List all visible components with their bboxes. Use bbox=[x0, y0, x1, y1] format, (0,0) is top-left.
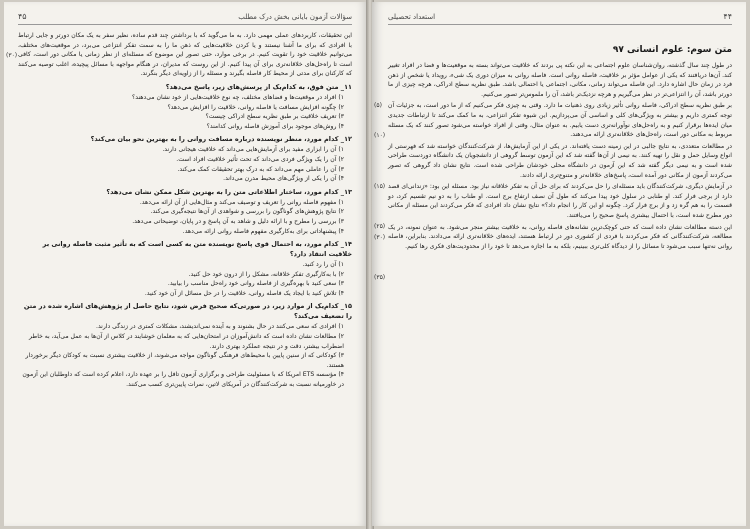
q11-option-3: ۳) تعریف خلاقیت بر طبق نظریه سطح ادراکی چیست؟ bbox=[205, 113, 344, 121]
left-page bbox=[4, 2, 368, 526]
right-paragraph-1-text: در طول چند سال گذشته، روان‌شناسان علوم اجتماعی به این نکته پی بردند که خلاقیت می‌تواند بسته به موقعیت‌ها و فضا در افراد تغییر کند. آن‌ها دریافتند که یکی از عوامل مؤثر بر خلاقیت، فاصله روانی است. فاصله روانی به میزان دوری یک شیء، رویداد یا شخص از ذهن فرد در زمان حال اشاره دارد. این فاصله می‌تواند زمانی، مکانی، اجتماعی یا احتمالی باشد. طبق نظریه سطح ادراکی، هرچه چیزی از ما دورتر باشد، آن را انتزاعی‌تر در نظر می‌گیریم و هرچه نزدیک‌تر باشد، آن را ملموس‌تر تصور می‌کنیم. bbox=[388, 62, 732, 98]
left-page-header bbox=[18, 12, 352, 25]
line-number: (۱۰) bbox=[374, 132, 386, 140]
question-12: ۱۲_ کدام مورد، منظر نویسنده درباره مسافت روانی را به بهترین نحو بیان می‌کند؟ bbox=[90, 135, 352, 144]
right-paragraph-2-text: بر طبق نظریه سطح ادراکی، فاصله روانی تأثیر زیادی روی ذهنیات ما دارد. وقتی به چیزی فکر می‌کنیم که از ما دور است، به جزئیات آن توجه کمتری داریم و بیشتر به ویژگی‌های کلی و اساسی آن می‌پردازیم. این شیوه تفکر انتزاعی، به ما کمک می‌کند تا ارتباطات جدیدی میان ایده‌ها برقرار کنیم و به راه‌حل‌های نوآورانه‌تری دست یابیم. به عنوان مثال، وقتی از افراد خواسته می‌شود تصور کنند که یک مسئله مربوط به مکانی دور است، راه‌حل‌های خلاقانه‌تری ارائه می‌دهند. bbox=[388, 102, 732, 139]
right-paragraph-5-text: این دسته مطالعات نشان داده است که حتی کوچک‌ترین نشانه‌های فاصله روانی، به خلاقیت بیشتر منجر می‌شود. به عنوان نمونه، در یک مطالعه، شرکت‌کنندگانی که فکر می‌کردند با فردی از کشوری دور در ارتباط هستند، ایده‌های خلاقانه‌تری ارائه می‌دادند. بنابراین، فاصله روانی نه‌تنها سبب می‌شود تا مسائل را از دیدگاه کلی‌تری ببینیم، بلکه به ما اجازه می‌دهد تا خود را از محدودیت‌های فکری رها کنیم. bbox=[388, 223, 732, 250]
line-number: (۱۵) bbox=[374, 182, 386, 190]
line-number: (۳۰) bbox=[374, 233, 386, 241]
q14-option-3: ۳) سعی کنید با بهره‌گیری از فاصله روانی خود راه‌حل مناسب را بیابید. bbox=[167, 280, 344, 288]
right-page-header-title: استعداد تحصیلی bbox=[388, 12, 436, 21]
question-13: ۱۳_ کدام مورد، ساختار اطلاعاتی متن را به بهترین شکل ممکن نشان می‌دهد؟ bbox=[106, 187, 352, 196]
q13-option-2: ۲) نتایج پژوهش‌های گوناگون را بررسی و شواهدی از آن‌ها نتیجه‌گیری می‌کند. bbox=[150, 208, 344, 216]
right-page-header bbox=[388, 12, 732, 25]
right-page-number: ۴۴ bbox=[723, 12, 732, 21]
line-number: (۳۰) bbox=[6, 52, 18, 59]
q13-option-3: ۳) بررسی را مطرح و با ارائه دلیل و شاهد به آن پاسخ و در پایان، توضیحاتی می‌دهد. bbox=[132, 217, 344, 225]
right-paragraph-1 bbox=[374, 61, 732, 109]
q15-option-1: ۱) افرادی که سعی می‌کنند در حال بشنوند و به آینده نمی‌اندیشند، مشکلات کمتری در زندگی دارند. bbox=[96, 323, 344, 331]
q15-option-2: ۲) مطالعات نشان داده است که دانش‌آموزان در امتحان‌هایی که به معلمان خوشایند در کلاس از آن‌ها به عمل می‌آید، به خاطر اضطراب بیشتر، دقت و در نتیجه عملکرد بهتری دارند. bbox=[29, 333, 344, 350]
q12-option-2: ۲) آن را یک ویژگی فردی می‌داند که تحت تأثیر خلاقیت افراد است. bbox=[176, 155, 344, 163]
question-14: ۱۴_ کدام مورد، به احتمال قوی پاسخ نویسنده متن به کسی است که به تأثیر مثبت فاصله روانی بر خلاقیت انتقاد دارد؟ bbox=[42, 240, 352, 259]
q15-option-4: ۴) مؤسسه ETS امریکا که با مسئولیت طراحی و برگزاری آزمون تافل را بر عهده دارد، اعلام کرده است که داوطلبان این آزمون در خاورمیانه نسبت به شرکت‌کنندگان در آمریکای لاتین، نمرات پایین‌تری کسب می‌کنند. bbox=[22, 371, 344, 389]
q12-option-3: ۳) آن را عاملی مهم می‌داند که به درک بهتر تحقیقات کمک می‌کند. bbox=[177, 165, 344, 173]
right-paragraph-3-text: در مطالعات متعددی، به نتایج جالبی در این زمینه دست یافته‌اند. در یکی از این آزمایش‌ها، از شرکت‌کنندگان خواسته شد که فهرستی از انواع وسایل حمل و نقل را تهیه کنند. به نیمی از آن‌ها گفته شد که این آزمون توسط گروهی از دانشجویان یک دانشگاه دوردست طراحی شده است و به نیمی دیگر گفته شد که این آزمون در دانشگاه محلی خودشان طراحی شده است. نتایج نشان داد گروهی که تصور می‌کردند آزمون از مکانی دور آمده است، پاسخ‌های خلاقانه‌تر و متنوع‌تری ارائه دادند. bbox=[388, 142, 732, 179]
right-page bbox=[372, 2, 746, 526]
line-number: (۳۵) bbox=[374, 273, 386, 281]
right-paragraph-3 bbox=[374, 142, 732, 190]
q14-option-1: ۱) آن را رد کنید. bbox=[302, 261, 344, 269]
left-page-header-title: سؤالات آزمون بایانی بخش درک مطلب bbox=[238, 12, 352, 21]
q14-option-4: ۴) تلاش کنید با ایجاد یک فاصله روانی، خلاقیت را در حل مسائل از آن خود کنید. bbox=[144, 289, 344, 297]
right-paragraph-4-text: در آزمایش دیگری، شرکت‌کنندگان باید مسئله‌ای را حل می‌کردند که برای حل آن به تفکر خلاقانه نیاز بود. مسئله این بود: «زندانی‌ای قصد دارد از برجی فرار کند. او طنابی در سلول خود پیدا می‌کند که طول آن نصف ارتفاع برج است. او طناب را به دو نیم تقسیم کرد، دو قسمت را به هم گره زد و از برج فرار کرد. چگونه او این کار را انجام داد؟» نتایج نشان داد افرادی که فکر می‌کردند این مسئله از مکانی دور مطرح شده است، با احتمال بیشتری پاسخ صحیح را می‌یافتند. bbox=[388, 183, 732, 219]
q15-option-3: ۳) کودکانی که از سنین پایین با محیط‌های فرهنگی گوناگون مواجه می‌شوند، از خلاقیت بیشتری نسبت به کودکان دیگر برخوردار هستند. bbox=[25, 352, 344, 369]
q11-option-1: ۱) افراد در موقعیت‌ها و فضاهای مختلف، چه نوع خلاقیت‌هایی از خود نشان می‌دهند؟ bbox=[132, 93, 344, 101]
left-page-number: ۴۵ bbox=[18, 12, 27, 21]
left-paragraph-1-text: این تحقیقات، کاربردهای عملی مهمی دارد. به ما می‌گوید که با برداشتن چند قدم ساده، نظیر سفر به یک مکان دورتر و جایی ارتباط با افرادی که برای ما آشنا نیستند و یا کردن خلاقیت‌هایی که ذهن ما را به سمت تفکر انتزاعی می‌برد، در موقعیت‌های مختلف، می‌توانیم خلاقیت خود را تقویت کنیم. در برخی موارد، حتی تصور این موضوع که مسئله‌ای از نظر زمانی یا مکانی دور است، کافی است تا راه‌حل‌های خلاقانه‌تری برای آن پیدا کنیم. از این روست که مدیران، در هنگام مواجهه با مسائل پیچیده، اغلب توصیه می‌کنند که کارکنان برای مدتی از محیط کار فاصله بگیرند و مسئله را از زاویه‌ای دیگر بنگرند. bbox=[18, 32, 352, 78]
right-paragraph-2 bbox=[374, 101, 732, 140]
question-15: ۱۵_ کدام‌یک از موارد زیر، در صورتی‌که صحیح فرض شود، نتایج حاصل از پژوهش‌های اشاره شده در متن را تضعیف می‌کند؟ bbox=[23, 302, 352, 321]
section-title: متن سوم: علوم انسانی ۹۷ bbox=[612, 45, 732, 55]
q14-option-2: ۲) با به‌کارگیری تفکر خلاقانه، مشکل را از درون خود حل کنید. bbox=[188, 270, 344, 278]
line-number: (۲۵) bbox=[374, 223, 386, 231]
q13-option-4: ۴) پیشنهاداتی برای به‌کارگیری مفهوم فاصله روانی ارائه می‌دهد. bbox=[182, 227, 344, 235]
q12-option-4: ۴) آن را یکی از ویژگی‌های محیط مدرن می‌داند. bbox=[223, 175, 344, 183]
q13-option-1: ۱) مفهوم فاصله روانی را تعریف و توصیف می‌کند و مثال‌هایی از آن ارائه می‌دهد. bbox=[139, 198, 344, 206]
q11-option-2: ۲) چگونه افزایش مسافت یا فاصله روانی، خلاقیت را افزایش می‌دهد؟ bbox=[167, 103, 344, 111]
question-11: ۱۱_ متن فوق، به کدام‌یک از پرسش‌های زیر، پاسخ می‌دهد؟ bbox=[165, 82, 352, 91]
left-paragraph-1 bbox=[6, 31, 352, 79]
line-number: (۵) bbox=[374, 102, 382, 109]
q11-option-4: ۴) روش‌های موجود برای آموزش فاصله روانی کدامند؟ bbox=[206, 122, 344, 130]
q12-option-1: ۱) آن را ابزاری مفید برای آزمایش‌هایی می‌داند که خلاقیت هیجانی دارند. bbox=[162, 146, 344, 154]
